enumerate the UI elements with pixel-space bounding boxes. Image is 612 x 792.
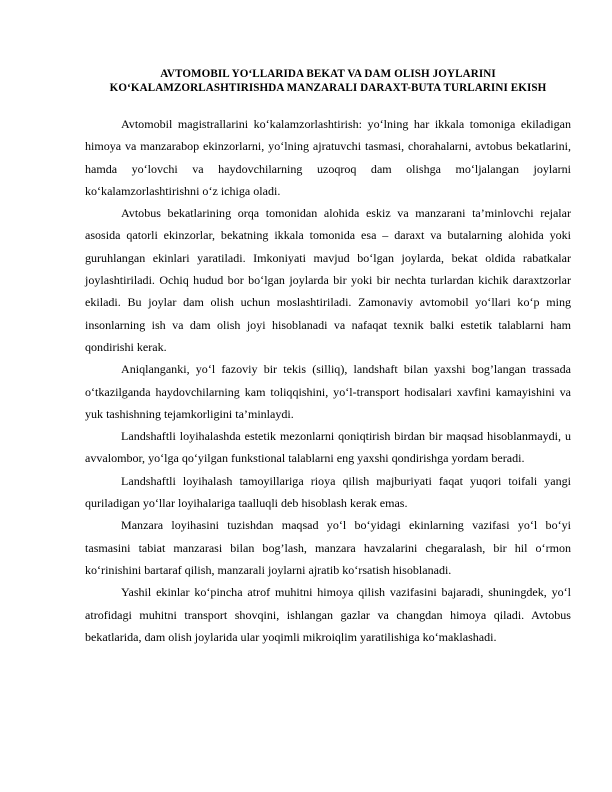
paragraph-3: Aniqlanganki, yo‘l fazoviy bir tekis (silliq), landshaft bilan yaxshi bog’langan trassada o‘tkazilganda haydovchilarning kam toliqqishini, yo‘l-transport hodisalari xavfini kamayishini va yuk tashishning tejamkorligini ta’minlaydi. <box>85 362 571 421</box>
paragraph-6: Manzara loyihasini tuzishdan maqsad yo‘l bo‘yidagi ekinlarning vazifasi yo‘l bo‘yi tasmasini tabiat manzarasi bilan bog’lash, manzara havzalarini chegaralash, bir hil o‘rmon ko‘rinishini bartaraf qilish, manzarali joylarni ajratib ko‘rsatish hisoblanadi. <box>85 518 571 577</box>
document-page <box>85 67 571 648</box>
document-body <box>85 113 571 648</box>
paragraph-7: Yashil ekinlar ko‘pincha atrof muhitni himoya qilish vazifasini bajaradi, shuningdek, yo‘l atrofidagi muhitni transport shovqini, ishlangan gazlar va changdan himoya qiladi. Avtobus bekatlarida, dam olish joylarida ular yoqimli mikroiqlim yaratilishiga ko‘maklashadi. <box>85 585 571 644</box>
paragraph-5: Landshaftli loyihalash tamoyillariga rioya qilish majburiyati faqat yuqori toifali yangi quriladigan yo‘llar loyihalariga taalluqli deb hisoblash kerak emas. <box>85 473 571 511</box>
document-title <box>85 67 571 95</box>
paragraph-1: Avtomobil magistrallarini ko‘kalamzorlashtirish: yo‘lning har ikkala tomoniga ekiladigan himoya va manzarabop ekinzorlarni, yo‘lning ajratuvchi tasmasi, chorahalarni, avtobus bekatlarini, hamda yo‘lovchi va haydovchilarning uzoqroq dam olishga mo‘ljalangan joylarni ko‘kalamzorlashtirishni o‘z ichiga oladi. <box>85 117 571 198</box>
title-line-2: KO‘KALAMZORLASHTIRISHDA MANZARALI DARAXT-BUTA TURLARINI EKISH <box>109 82 547 94</box>
paragraph-4: Landshaftli loyihalashda estetik mezonlarni qoniqtirish birdan bir maqsad hisoblanmaydi, u avvalombor, yo‘lga qo‘yilgan funkstional talablarni eng yaxshi qondirishga yordam beradi. <box>85 429 571 466</box>
paragraph-2: Avtobus bekatlarining orqa tomonidan alohida eskiz va manzarani ta’minlovchi rejalar asosida qatorli ekinzorlar, bekatning ikkala tomonida esa – daraxt va butalarning alohida yoki guruhlangan ekinlari yaratiladi. Imkoniyati mavjud bo‘lgan joylarda, bekat oldida rabatkalar joylashtiriladi. Ochiq hudud bor bo‘lgan joylarda bir yoki bir nechta turlardan kichik daraxtzorlar ekiladi. Bu joylar dam olish uchun moslashtiriladi. Zamonaviy avtomobil yo‘llari ko‘p ming insonlarning ish va dam olish joyi hisoblanadi va nafaqat texnik balki estetik talablarni ham qondirishi kerak. <box>85 206 571 354</box>
title-line-1: AVTOMOBIL YO‘LLARIDA BEKAT VA DAM OLISH JOYLARINI <box>160 68 496 80</box>
